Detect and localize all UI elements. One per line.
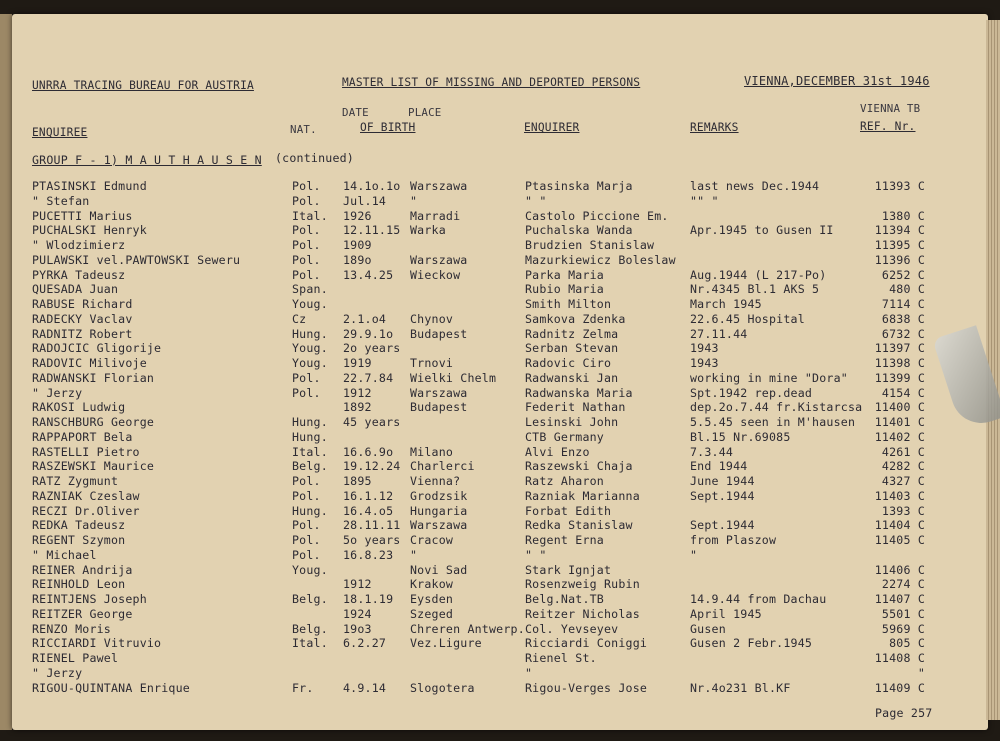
row-enquiree: RAZNIAK Czeslaw bbox=[32, 488, 140, 503]
row-remarks: 1943 bbox=[690, 341, 719, 356]
row-pob: Charlerci bbox=[410, 459, 475, 474]
row-ref: 11402 C bbox=[874, 429, 925, 444]
row-pob: Wielki Chelm bbox=[410, 370, 497, 385]
row-remarks: "" " bbox=[690, 193, 719, 208]
row-pob: Budapest bbox=[410, 326, 468, 341]
row-nat: Fr. bbox=[292, 680, 314, 695]
row-dob: 29.9.1o bbox=[343, 326, 394, 341]
row-dob: 2o years bbox=[343, 341, 401, 356]
row-enquirer: Rigou-Verges Jose bbox=[525, 680, 648, 695]
row-enquirer: Mazurkiewicz Boleslaw bbox=[525, 252, 676, 267]
row-enquirer: Serban Stevan bbox=[525, 341, 619, 356]
row-ref: 11407 C bbox=[874, 592, 925, 606]
row-enquiree: PUCETTI Marius bbox=[32, 208, 133, 223]
row-dob: 189o bbox=[343, 252, 372, 267]
row-enquirer: Rienel St. bbox=[525, 651, 597, 665]
col-enquiree: ENQUIREE bbox=[32, 126, 88, 139]
row-enquirer: Radovic Ciro bbox=[525, 356, 612, 370]
row-pob: Hungaria bbox=[410, 503, 468, 518]
place-date: VIENNA,DECEMBER 31st 1946 bbox=[744, 74, 930, 88]
row-pob: Vienna? bbox=[410, 474, 461, 488]
row-enquirer: " bbox=[525, 665, 533, 680]
row-nat: Hung. bbox=[292, 415, 328, 429]
row-enquiree: " Michael bbox=[32, 547, 97, 562]
row-pob: Warszawa bbox=[410, 385, 468, 400]
row-dob: 45 years bbox=[343, 415, 401, 429]
row-ref: 4282 C bbox=[881, 459, 925, 474]
row-remarks: Bl.15 Nr.69085 bbox=[690, 429, 791, 444]
row-nat: Span. bbox=[292, 282, 328, 297]
row-nat: Ital. bbox=[292, 444, 328, 459]
row-ref: 11397 C bbox=[874, 341, 925, 356]
row-enquirer: Radnitz Zelma bbox=[525, 326, 619, 341]
row-nat: Ital. bbox=[292, 636, 328, 651]
row-nat: Pol. bbox=[292, 238, 321, 252]
row-ref: 11403 C bbox=[874, 488, 925, 503]
row-remarks: 7.3.44 bbox=[690, 444, 734, 459]
section-title: GROUP F - 1) M A U T H A U S E N bbox=[32, 153, 262, 167]
row-ref: 11405 C bbox=[874, 533, 925, 547]
row-enquirer: Lesinski John bbox=[525, 415, 619, 429]
row-remarks: Gusen 2 Febr.1945 bbox=[690, 636, 813, 651]
row-ref: 11400 C bbox=[874, 400, 925, 415]
book-spine bbox=[0, 14, 12, 730]
row-enquirer: Forbat Edith bbox=[525, 503, 612, 518]
row-nat: Pol. bbox=[292, 267, 321, 282]
row-remarks: Aug.1944 (L 217-Po) bbox=[690, 267, 827, 282]
row-ref: 805 C bbox=[889, 636, 925, 651]
row-dob: 16.1.12 bbox=[343, 488, 394, 503]
col-enquirer: ENQUIRER bbox=[524, 121, 580, 134]
row-dob: 14.1o.1o bbox=[343, 179, 401, 193]
section-note: (continued) bbox=[275, 151, 354, 165]
row-enquiree: PUCHALSKI Henryk bbox=[32, 223, 147, 238]
row-enquiree: RECZI Dr.Oliver bbox=[32, 503, 140, 518]
row-dob: 6.2.27 bbox=[343, 636, 387, 651]
row-pob: Warszawa bbox=[410, 179, 468, 193]
row-pob: Warszawa bbox=[410, 518, 468, 533]
row-enquirer: CTB Germany bbox=[525, 429, 604, 444]
col-remarks: REMARKS bbox=[690, 121, 739, 134]
row-ref: 6838 C bbox=[881, 311, 925, 326]
row-dob: 19o3 bbox=[343, 621, 372, 636]
row-ref: 11394 C bbox=[874, 223, 925, 238]
row-enquiree: RADOVIC Milivoje bbox=[32, 356, 147, 370]
row-enquiree: RIENEL Pawel bbox=[32, 651, 119, 665]
row-enquiree: REITZER George bbox=[32, 606, 133, 621]
row-dob: 1919 bbox=[343, 356, 372, 370]
row-ref: 2274 C bbox=[881, 577, 925, 592]
row-remarks: working in mine "Dora" bbox=[690, 370, 848, 385]
row-enquiree: RENZO Moris bbox=[32, 621, 111, 636]
row-dob: 4.9.14 bbox=[343, 680, 387, 695]
row-ref: 11396 C bbox=[874, 252, 925, 267]
row-enquiree: REGENT Szymon bbox=[32, 533, 126, 547]
row-nat: Pol. bbox=[292, 533, 321, 547]
row-enquirer: " " bbox=[525, 547, 547, 562]
col-ref-top: VIENNA TB bbox=[860, 102, 921, 115]
row-remarks: 27.11.44 bbox=[690, 326, 748, 341]
row-enquiree: RASTELLI Pietro bbox=[32, 444, 140, 459]
page-number: Page 257 bbox=[875, 706, 933, 720]
row-ref: 11404 C bbox=[874, 518, 925, 533]
row-ref: 11408 C bbox=[874, 651, 925, 665]
row-enquiree: RADOJCIC Gligorije bbox=[32, 341, 162, 356]
row-remarks: from Plaszow bbox=[690, 533, 777, 547]
row-pob: Szeged bbox=[410, 606, 454, 621]
row-dob: 18.1.19 bbox=[343, 592, 394, 606]
row-remarks: 5.5.45 seen in M'hausen bbox=[690, 415, 856, 429]
row-nat: Youg. bbox=[292, 341, 328, 356]
row-ref: 7114 C bbox=[881, 297, 925, 311]
row-pob: Slogotera bbox=[410, 680, 475, 695]
row-pob: Wieckow bbox=[410, 267, 461, 282]
row-ref: 11393 C bbox=[874, 179, 925, 193]
row-enquiree: " Jerzy bbox=[32, 385, 83, 400]
row-enquiree: QUESADA Juan bbox=[32, 282, 119, 297]
row-enquirer: Ratz Aharon bbox=[525, 474, 604, 488]
row-ref: 11399 C bbox=[874, 370, 925, 385]
row-enquiree: RAKOSI Ludwig bbox=[32, 400, 126, 415]
row-enquiree: RIGOU-QUINTANA Enrique bbox=[32, 680, 190, 695]
row-enquiree: RANSCHBURG George bbox=[32, 415, 155, 429]
col-date-top: DATE bbox=[342, 106, 369, 119]
row-ref: 480 C bbox=[889, 282, 925, 297]
row-pob: Novi Sad bbox=[410, 562, 468, 577]
row-pob: Chreren Antwerp. bbox=[410, 621, 525, 636]
col-nat: NAT. bbox=[290, 123, 317, 136]
row-nat: Youg. bbox=[292, 297, 328, 311]
row-remarks: March 1945 bbox=[690, 297, 762, 311]
row-enquirer: Col. Yevseyev bbox=[525, 621, 619, 636]
row-nat: Youg. bbox=[292, 562, 328, 577]
row-enquirer: Regent Erna bbox=[525, 533, 604, 547]
row-enquirer: Redka Stanislaw bbox=[525, 518, 633, 533]
row-remarks: last news Dec.1944 bbox=[690, 179, 820, 193]
row-dob: 22.7.84 bbox=[343, 370, 394, 385]
row-remarks: " bbox=[690, 547, 698, 562]
row-dob: 12.11.15 bbox=[343, 223, 401, 238]
row-dob: 1926 bbox=[343, 208, 372, 223]
row-enquirer: " " bbox=[525, 193, 547, 208]
row-remarks: Apr.1945 to Gusen II bbox=[690, 223, 834, 238]
row-ref: 11409 C bbox=[874, 680, 925, 695]
row-ref: 6252 C bbox=[881, 267, 925, 282]
row-enquirer: Razniak Marianna bbox=[525, 488, 640, 503]
row-nat: Youg. bbox=[292, 356, 328, 370]
row-pob: Milano bbox=[410, 444, 454, 459]
row-remarks: Sept.1944 bbox=[690, 488, 755, 503]
row-enquirer: Smith Milton bbox=[525, 297, 612, 311]
row-dob: Jul.14 bbox=[343, 193, 387, 208]
row-ref: 5501 C bbox=[881, 606, 925, 621]
row-nat: Pol. bbox=[292, 193, 321, 208]
row-nat: Pol. bbox=[292, 547, 321, 562]
row-ref: 11398 C bbox=[874, 356, 925, 370]
row-nat: Pol. bbox=[292, 252, 321, 267]
row-enquiree: REINHOLD Leon bbox=[32, 577, 126, 592]
row-enquiree: RATZ Zygmunt bbox=[32, 474, 119, 488]
row-pob: " bbox=[410, 193, 418, 208]
row-enquirer: Raszewski Chaja bbox=[525, 459, 633, 474]
row-nat: Belg. bbox=[292, 621, 328, 636]
row-nat: Pol. bbox=[292, 179, 321, 193]
row-nat: Pol. bbox=[292, 488, 321, 503]
row-ref: 4327 C bbox=[881, 474, 925, 488]
row-pob: Trnovi bbox=[410, 356, 454, 370]
org-title: UNRRA TRACING BUREAU FOR AUSTRIA bbox=[32, 79, 254, 92]
row-remarks: 14.9.44 from Dachau bbox=[690, 592, 827, 606]
row-nat: Pol. bbox=[292, 474, 321, 488]
row-enquiree: RABUSE Richard bbox=[32, 297, 133, 311]
row-ref: 5969 C bbox=[881, 621, 925, 636]
row-nat: Pol. bbox=[292, 385, 321, 400]
row-enquirer: Samkova Zdenka bbox=[525, 311, 626, 326]
row-enquiree: PYRKA Tadeusz bbox=[32, 267, 126, 282]
row-enquiree: " Wlodzimierz bbox=[32, 238, 126, 252]
row-enquirer: Brudzien Stanislaw bbox=[525, 238, 655, 252]
row-nat: Hung. bbox=[292, 503, 328, 518]
row-enquiree: PULAWSKI vel.PAWTOWSKI Seweru bbox=[32, 252, 241, 267]
row-enquiree: REINER Andrija bbox=[32, 562, 133, 577]
row-ref: 4154 C bbox=[881, 385, 925, 400]
row-ref: 1380 C bbox=[881, 208, 925, 223]
row-pob: Warszawa bbox=[410, 252, 468, 267]
row-enquirer: Federit Nathan bbox=[525, 400, 626, 415]
list-title: MASTER LIST OF MISSING AND DEPORTED PERSONS bbox=[342, 76, 641, 89]
row-remarks: April 1945 bbox=[690, 606, 762, 621]
row-enquiree: RAPPAPORT Bela bbox=[32, 429, 133, 444]
row-dob: 13.4.25 bbox=[343, 267, 394, 282]
row-enquirer: Radwanski Jan bbox=[525, 370, 619, 385]
row-nat: Belg. bbox=[292, 459, 328, 474]
row-dob: 16.6.9o bbox=[343, 444, 394, 459]
row-enquirer: Puchalska Wanda bbox=[525, 223, 633, 238]
row-pob: " bbox=[410, 547, 418, 562]
row-ref: " bbox=[917, 665, 925, 680]
row-remarks: Nr.4o231 Bl.KF bbox=[690, 680, 791, 695]
row-enquiree: REINTJENS Joseph bbox=[32, 592, 147, 606]
row-remarks: End 1944 bbox=[690, 459, 748, 474]
row-enquiree: RASZEWSKI Maurice bbox=[32, 459, 155, 474]
row-pob: Budapest bbox=[410, 400, 468, 415]
row-dob: 1924 bbox=[343, 606, 372, 621]
row-remarks: Nr.4345 Bl.1 AKS 5 bbox=[690, 282, 820, 297]
col-ref-bottom: REF. Nr. bbox=[860, 120, 916, 133]
row-nat: Cz bbox=[292, 311, 307, 326]
row-nat: Belg. bbox=[292, 592, 328, 606]
row-ref: 4261 C bbox=[881, 444, 925, 459]
row-enquirer: Ptasinska Marja bbox=[525, 179, 633, 193]
row-enquiree: " Jerzy bbox=[32, 665, 83, 680]
row-dob: 19.12.24 bbox=[343, 459, 401, 474]
row-enquiree: RADNITZ Robert bbox=[32, 326, 133, 341]
row-dob: 1892 bbox=[343, 400, 372, 415]
row-enquirer: Radwanska Maria bbox=[525, 385, 633, 400]
row-nat: Hung. bbox=[292, 429, 328, 444]
row-dob: 1912 bbox=[343, 385, 372, 400]
row-enquirer: Rubio Maria bbox=[525, 282, 604, 297]
row-remarks: Spt.1942 rep.dead bbox=[690, 385, 813, 400]
row-remarks: dep.2o.7.44 fr.Kistarcsa bbox=[690, 400, 863, 415]
row-pob: Chynov bbox=[410, 311, 454, 326]
row-enquirer: Castolo Piccione Em. bbox=[525, 208, 669, 223]
row-pob: Cracow bbox=[410, 533, 454, 547]
row-dob: 5o years bbox=[343, 533, 401, 547]
row-pob: Warka bbox=[410, 223, 446, 238]
row-ref: 11406 C bbox=[874, 562, 925, 577]
row-remarks: Gusen bbox=[690, 621, 726, 636]
row-enquiree: REDKA Tadeusz bbox=[32, 518, 126, 533]
row-enquirer: Parka Maria bbox=[525, 267, 604, 282]
row-ref: 11401 C bbox=[874, 415, 925, 429]
row-dob: 16.4.o5 bbox=[343, 503, 394, 518]
row-dob: 1912 bbox=[343, 577, 372, 592]
row-enquirer: Stark Ignjat bbox=[525, 562, 612, 577]
row-ref: 1393 C bbox=[881, 503, 925, 518]
row-remarks: 22.6.45 Hospital bbox=[690, 311, 805, 326]
row-pob: Grodzsik bbox=[410, 488, 468, 503]
row-remarks: June 1944 bbox=[690, 474, 755, 488]
row-nat: Hung. bbox=[292, 326, 328, 341]
col-place-top: PLACE bbox=[408, 106, 442, 119]
row-enquiree: RICCIARDI Vitruvio bbox=[32, 636, 162, 651]
row-dob: 2.1.o4 bbox=[343, 311, 387, 326]
row-enquirer: Ricciardi Coniggi bbox=[525, 636, 648, 651]
row-pob: Eysden bbox=[410, 592, 454, 606]
row-dob: 16.8.23 bbox=[343, 547, 394, 562]
row-enquiree: RADWANSKI Florian bbox=[32, 370, 155, 385]
row-pob: Marradi bbox=[410, 208, 461, 223]
row-ref: 6732 C bbox=[881, 326, 925, 341]
col-of-birth: OF BIRTH bbox=[360, 121, 416, 134]
row-ref: 11395 C bbox=[874, 238, 925, 252]
row-nat: Ital. bbox=[292, 208, 328, 223]
row-enquirer: Rosenzweig Rubin bbox=[525, 577, 640, 592]
row-remarks: 1943 bbox=[690, 356, 719, 370]
row-enquirer: Belg.Nat.TB bbox=[525, 592, 604, 606]
row-nat: Pol. bbox=[292, 223, 321, 238]
row-enquiree: " Stefan bbox=[32, 193, 90, 208]
row-nat: Pol. bbox=[292, 518, 321, 533]
row-enquirer: Reitzer Nicholas bbox=[525, 606, 640, 621]
row-dob: 28.11.11 bbox=[343, 518, 401, 533]
row-enquiree: RADECKY Vaclav bbox=[32, 311, 133, 326]
row-remarks: Sept.1944 bbox=[690, 518, 755, 533]
row-dob: 1909 bbox=[343, 238, 372, 252]
row-dob: 1895 bbox=[343, 474, 372, 488]
row-pob: Krakow bbox=[410, 577, 454, 592]
row-pob: Vez.Ligure bbox=[410, 636, 482, 651]
row-nat: Pol. bbox=[292, 370, 321, 385]
row-enquirer: Alvi Enzo bbox=[525, 444, 590, 459]
row-enquiree: PTASINSKI Edmund bbox=[32, 179, 147, 193]
